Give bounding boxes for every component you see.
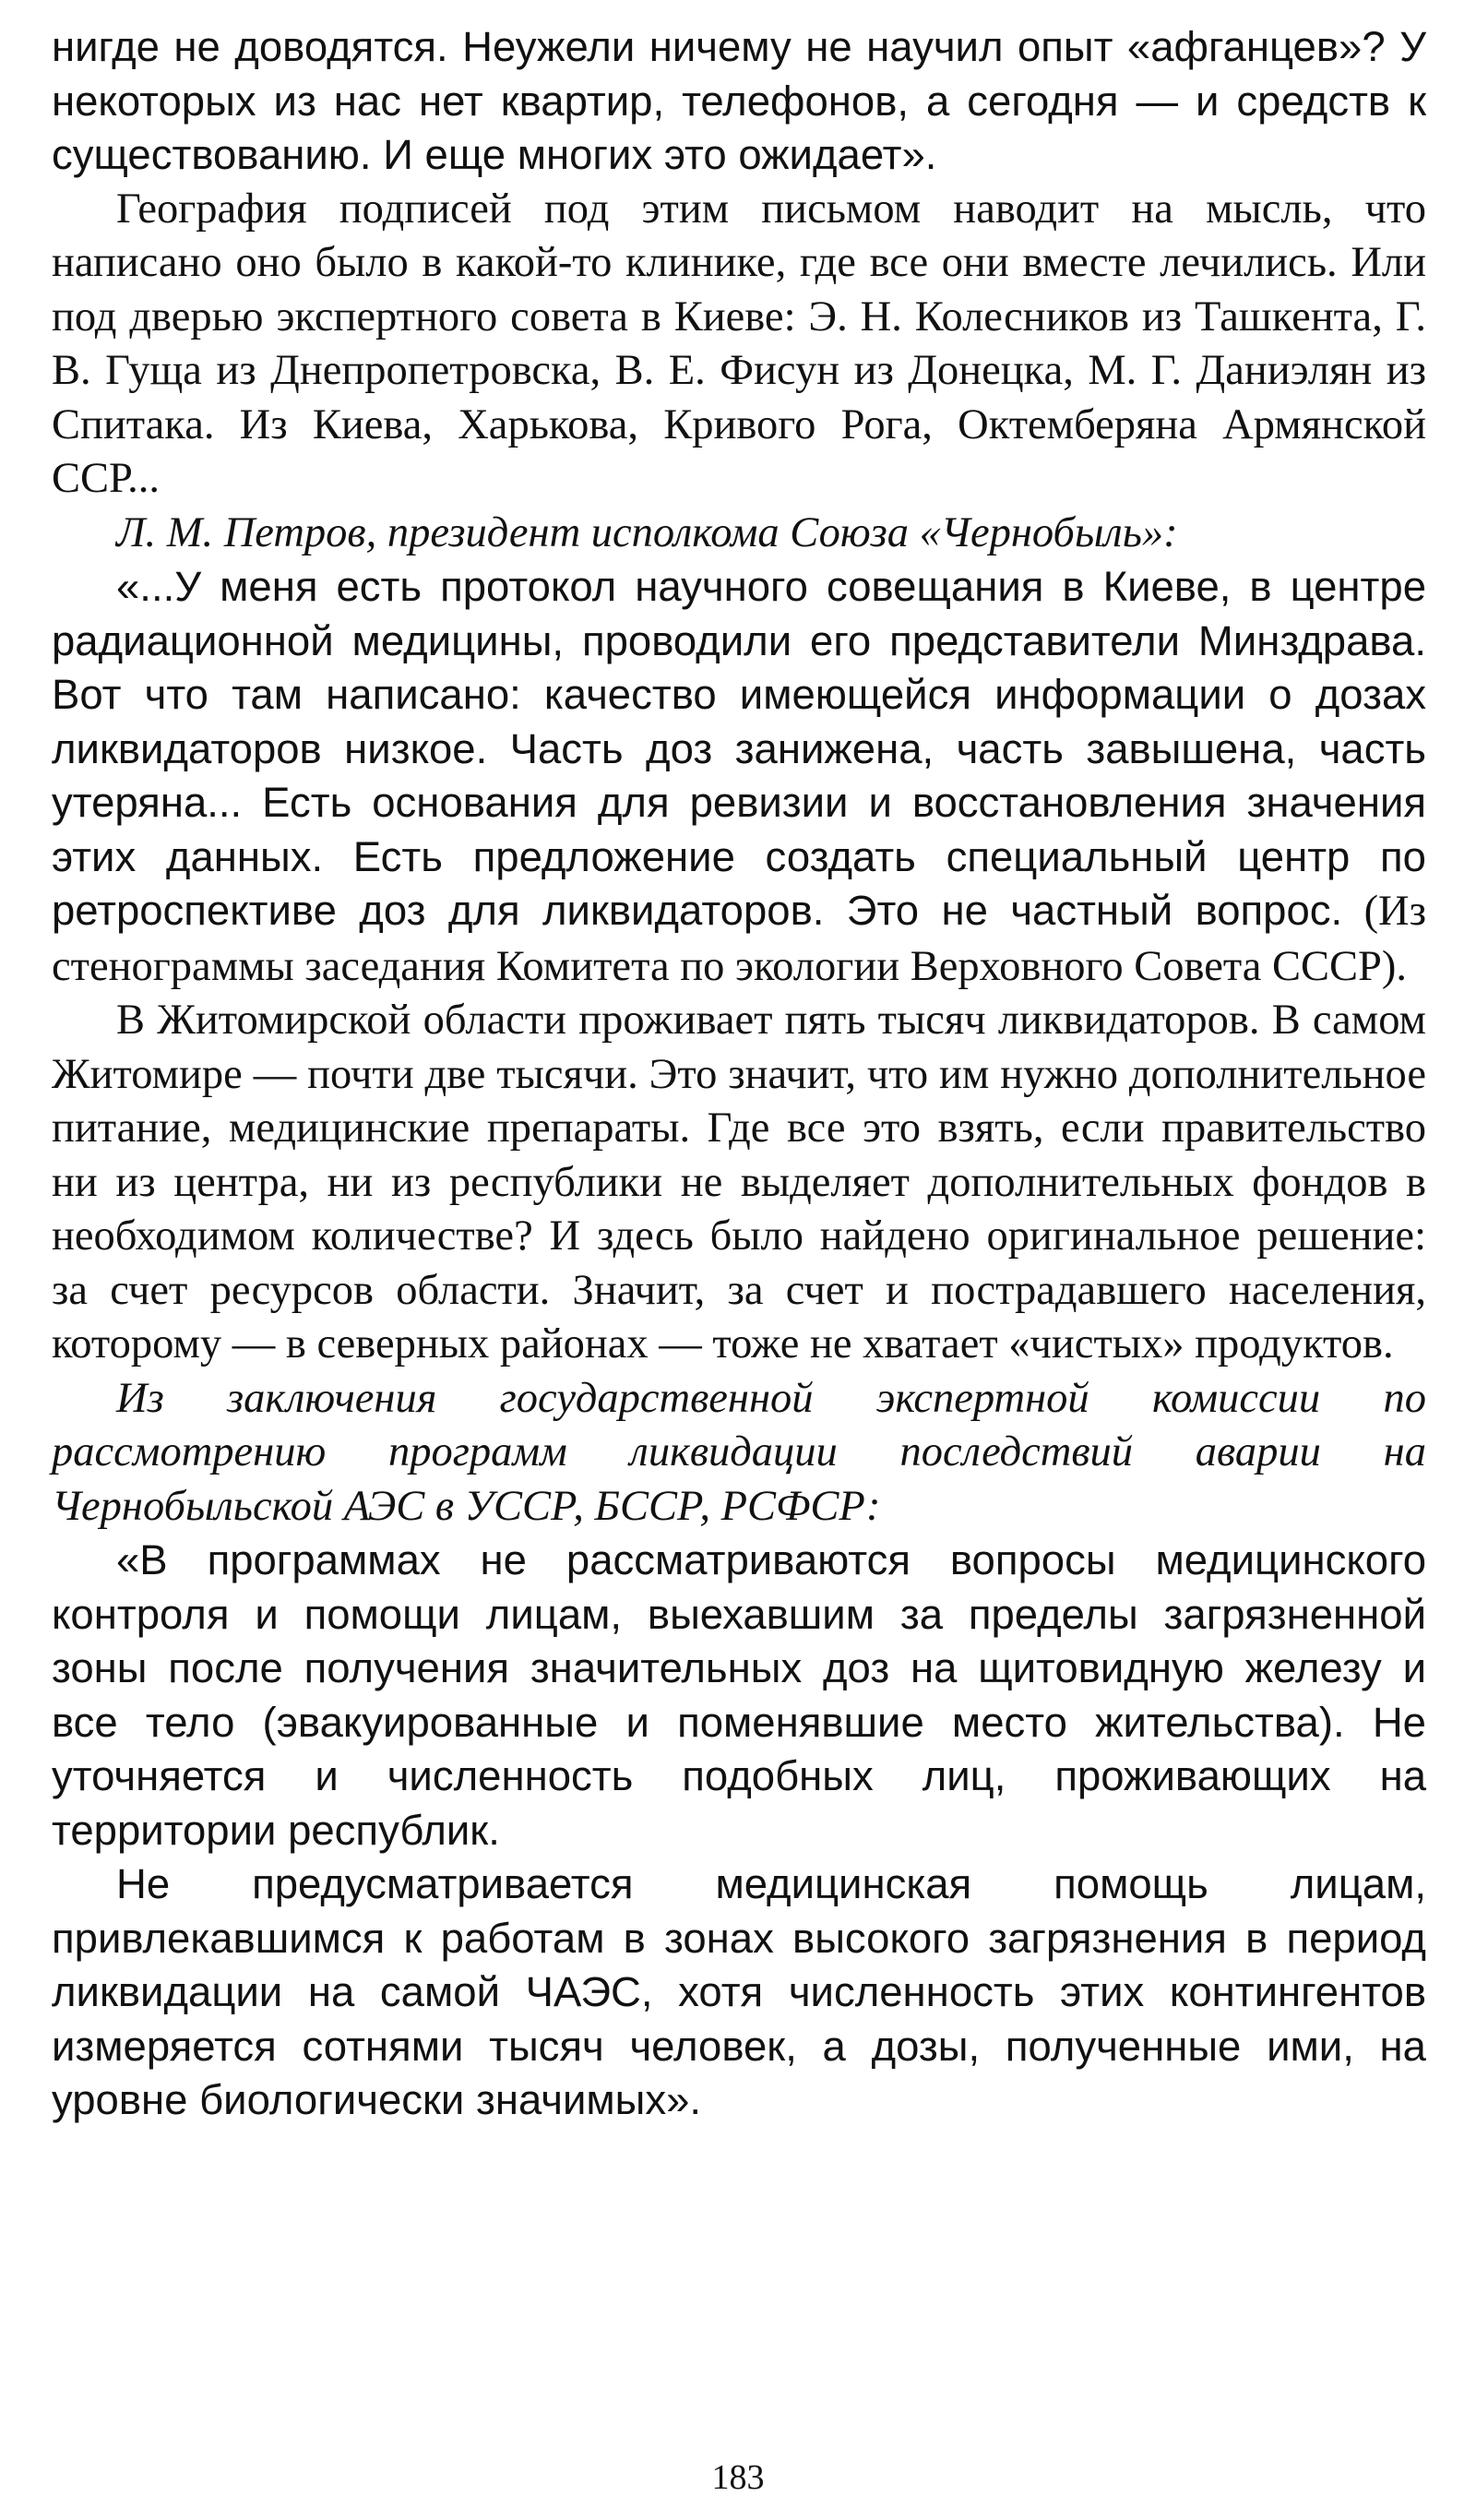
paragraph-protocol-quote: [52, 560, 1426, 994]
quote-source-petrov: Л. М. Петров, президент исполкома Союза «Чернобыль»:: [116, 508, 1178, 556]
paragraph-medical-help: Не предусматривается медицинская помощь лицам, привлекавшимся к работам в зонах высокого загрязнения в период ликвидации на самой ЧАЭС, хотя численность этих контингентов измеряется сотнями тысяч человек, а дозы, полученные ими, на уровне биологически значимых».: [52, 1860, 1426, 2123]
protocol-quote-source: (Из стенограммы заседания Комитета по экологии Верховного Совета СССР).: [52, 888, 1427, 990]
protocol-quote-text: «...У меня есть протокол научного совещания в Киеве, в центре радиационной медицины, проводили его представители Минздрава. Вот что там написано: качество имеющейся информации о дозах ликвидаторов низкое. Часть доз занижена, часть завышена, часть утеряна... Есть основания для ревизии и восстановления значения этих данных. Есть предложение создать специальный центр по ретроспективе доз для ликвидаторов. Это не частный вопрос.: [52, 563, 1426, 934]
paragraph-programs-quote: «В программах не рассматриваются вопросы медицинского контроля и помощи лицам, выехавшим за пределы загрязненной зоны после получения значительных доз на щитовидную железу и все тело (эвакуированные и поменявшие место жительства). Не уточняется и численность подобных лиц, проживающих на территории республик.: [52, 1536, 1426, 1854]
page-body: [52, 20, 1426, 2128]
paragraph-letter-end: нигде не доводятся. Неужели ничему не научил опыт «афганцев»? У некоторых из нас нет квартир, телефонов, а сегодня — и средств к существованию. И еще многих это ожидает».: [52, 23, 1426, 178]
quote-source-commission: Из заключения государственной экспертной комиссии по рассмотрению программ ликвидации последствий аварии на Чернобыльской АЭС в УССР, БССР, РСФСР:: [52, 1374, 1426, 1530]
paragraph-zhytomyr: В Житомирской области проживает пять тысяч ликвидаторов. В самом Житомире — почти две тысячи. Это значит, что им нужно дополнительное питание, медицинские препараты. Где все это взять, если правительство ни из центра, ни из республики не выделяет дополнительных фондов в необходимом количестве? И здесь было найдено оригинальное решение: за счет ресурсов области. Значит, за счет и пострадавшего населения, которому — в северных районах — тоже не хватает «чистых» продуктов.: [52, 997, 1426, 1367]
page-number: 183: [711, 2458, 765, 2497]
paragraph-signatures: География подписей под этим письмом наводит на мысль, что написано оно было в какой-то клинике, где все они вместе лечились. Или под дверью экспертного совета в Киеве: Э. Н. Колесников из Ташкента, Г. В. Гуща из Днепропетровска, В. Е. Фисун из Донецка, М. Г. Даниэлян из Спитака. Из Киева, Харькова, Кривого Рога, Октемберяна Армянской ССР...: [52, 185, 1426, 502]
